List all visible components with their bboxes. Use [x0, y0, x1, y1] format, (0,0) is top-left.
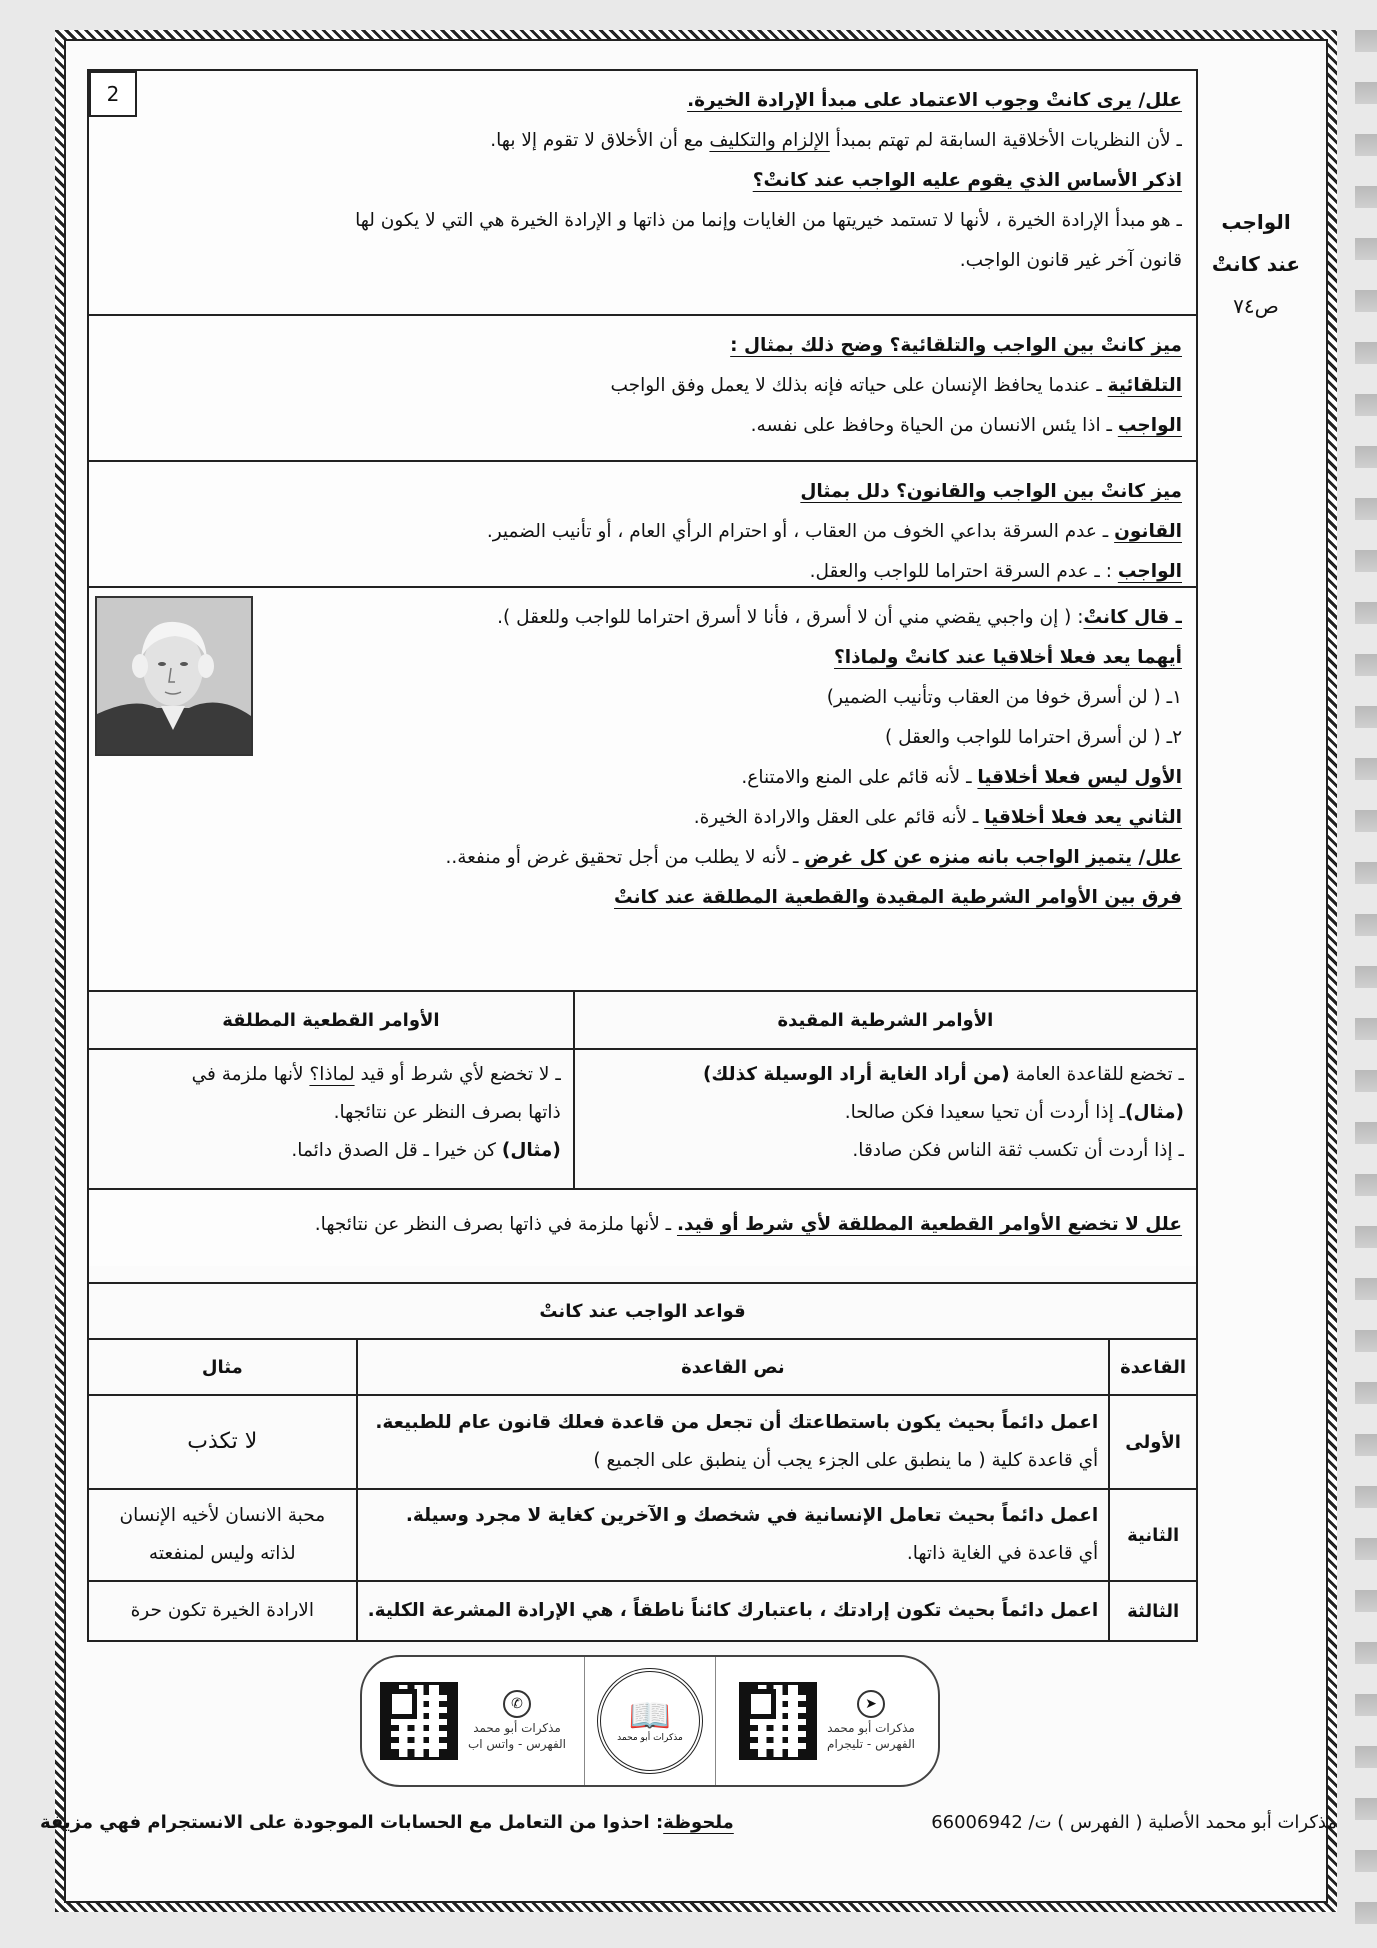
answer: الثاني يعد فعلا أخلاقيا ـ لأنه قائم على العقل والارادة الخيرة. [693, 807, 1182, 828]
footer-note: ملحوظة: احذوا من التعامل مع الحسابات الموجودة على الانستجرام فهي مزيفة [40, 1811, 734, 1833]
section-duty-vs-law [87, 460, 1198, 586]
question: أيهما يعد فعلا أخلاقيا عند كانتْ ولماذا؟ [834, 647, 1182, 668]
topic-page-ref: ص٧٤ [1233, 294, 1279, 318]
answer: علل/ يتميز الواجب بانه منزه عن كل غرض ـ لأنه لا يطلب من أجل تحقيق غرض أو منفعة.. [445, 847, 1182, 868]
rules-table [87, 1282, 1198, 1642]
answer: قانون آخر غير قانون الواجب. [959, 250, 1182, 271]
qr-code-icon [739, 1682, 817, 1760]
quote: ـ قال كانتْ: ( إن واجبي يقضي مني أن لا أسرق ، فأنا لا أسرق احتراما للواجب وللعقل ). [497, 607, 1182, 628]
answer: الواجب : ـ عدم السرقة احتراما للواجب والعقل. [809, 561, 1182, 582]
qr-code-icon [380, 1682, 458, 1760]
header-rule: القاعدة [1109, 1339, 1197, 1395]
page-number: 2 [89, 71, 137, 117]
table-row [88, 1489, 1197, 1581]
answer: ـ لأن النظريات الأخلاقية السابقة لم تهتم بمبدأ الإلزام والتكليف مع أن الأخلاق لا تقوم إلا بها. [490, 130, 1182, 151]
answer: القانون ـ عدم السرقة بداعي الخوف من العقاب ، أو احترام الرأي العام ، أو تأنيب الضمير. [486, 521, 1182, 542]
answer: علل لا تخضع الأوامر القطعية المطلقة لأي شرط أو قيد. ـ لأنها ملزمة في ذاتها بصرف النظر عن نتائجها. [314, 1214, 1182, 1235]
telegram-block: ➤ مذكرات أبو محمد الفهرس - تليجرام [716, 1657, 938, 1785]
content-area [87, 69, 1198, 1642]
whatsapp-block: ✆ مذكرات أبو محمد الفهرس - واتس اب [362, 1657, 584, 1785]
rule-example: محبة الانسان لأخيه الإنسان لذاته وليس لمنفعته [88, 1489, 357, 1581]
rule-example: لا تكذب [88, 1395, 357, 1489]
header-conditional: الأوامر الشرطية المقيدة [574, 991, 1197, 1049]
topic-title: الواجب [1221, 210, 1291, 234]
table-row [88, 1581, 1197, 1641]
section-duty-vs-spontaneity [87, 314, 1198, 460]
telegram-icon: ➤ [857, 1690, 885, 1718]
header-categorical: الأوامر القطعية المطلقة [88, 991, 574, 1049]
footer-brand: مذكرات أبو محمد الأصلية ( الفهرس ) ت/ 66006942 [931, 1811, 1337, 1833]
question: اذكر الأساس الذي يقوم عليه الواجب عند كانتْ؟ [752, 170, 1182, 191]
rule-text: اعمل دائماً بحيث يكون باستطاعتك أن تجعل من قاعدة فعلك قانون عام للطبيعة. أي قاعدة كلية ( ما ينطبق على الجزء يجب أن ينطبق على الجميع ) [357, 1395, 1110, 1489]
rules-caption: قواعد الواجب عند كانتْ [88, 1283, 1197, 1339]
contact-logos [360, 1655, 940, 1787]
topic-subtitle: عند كانتْ [1211, 252, 1301, 276]
rule-name: الثالثة [1109, 1581, 1197, 1641]
option: ٢ـ ( لن أسرق احتراما للواجب والعقل ) [885, 727, 1182, 748]
question: فرق بين الأوامر الشرطية المقيدة والقطعية المطلقة عند كانتْ [614, 887, 1182, 908]
rule-example: الارادة الخيرة تكون حرة [88, 1581, 357, 1641]
rule-name: الثانية [1109, 1489, 1197, 1581]
answer: الواجب ـ اذا يئس الانسان من الحياة وحافظ على نفسه. [750, 415, 1182, 436]
spiral-binding [1355, 0, 1377, 1948]
header-example: مثال [88, 1339, 357, 1395]
answer: الأول ليس فعلا أخلاقيا ـ لأنه قائم على المنع والامتناع. [741, 767, 1182, 788]
header-rule-text: نص القاعدة [357, 1339, 1110, 1395]
page-footer [40, 1802, 1337, 1842]
book-seal-icon: 📖 مذكرات أبو محمد [597, 1668, 703, 1774]
table-row [88, 1395, 1197, 1489]
question: ميز كانتْ بين الواجب والقانون؟ دلل بمثال [800, 481, 1182, 502]
section-kant-quote [87, 586, 1198, 990]
option: ١ـ ( لن أسرق خوفا من العقاب وتأنيب الضمير) [826, 687, 1182, 708]
section-good-will [87, 69, 1198, 314]
rule-text: اعمل دائماً بحيث تعامل الإنسانية في شخصك و الآخرين كغاية لا مجرد وسيلة. أي قاعدة في الغاية ذاتها. [357, 1489, 1110, 1581]
conditional-cell: ـ تخضع للقاعدة العامة (من أراد الغاية أراد الوسيلة كذلك) (مثال)ـ إذا أردت أن تحيا سعيدا فكن صالحا. ـ إذا أردت أن تكسب ثقة الناس فكن صادقا. [574, 1049, 1197, 1189]
rule-name: الأولى [1109, 1395, 1197, 1489]
rule-text: اعمل دائماً بحيث تكون إرادتك ، باعتبارك كائناً ناطقاً ، هي الإرادة المشرعة الكلية. [357, 1581, 1110, 1641]
whatsapp-icon: ✆ [503, 1690, 531, 1718]
question: ميز كانتْ بين الواجب والتلقائية؟ وضح ذلك بمثال : [730, 335, 1182, 356]
section-categorical-reason [87, 1190, 1198, 1266]
kant-portrait [95, 596, 253, 756]
question: علل/ يرى كانتْ وجوب الاعتماد على مبدأ الإرادة الخيرة. [687, 90, 1182, 111]
categorical-cell: ـ لا تخضع لأي شرط أو قيد لماذا؟ لأنها ملزمة في ذاتها بصرف النظر عن نتائجها. (مثال) كن خيرا ـ قل الصدق دائما. [88, 1049, 574, 1189]
answer: ـ هو مبدأ الإرادة الخيرة ، لأنها لا تستمد خيريتها من الغايات وإنما من ذاتها و الإرادة الخيرة هي التي لا يكون لها [355, 210, 1182, 231]
comparison-table [87, 990, 1198, 1190]
topic-column [1202, 69, 1310, 459]
answer: التلقائية ـ عندما يحافظ الإنسان على حياته فإنه بذلك لا يعمل وفق الواجب [610, 375, 1182, 396]
page-frame [55, 30, 1337, 1912]
